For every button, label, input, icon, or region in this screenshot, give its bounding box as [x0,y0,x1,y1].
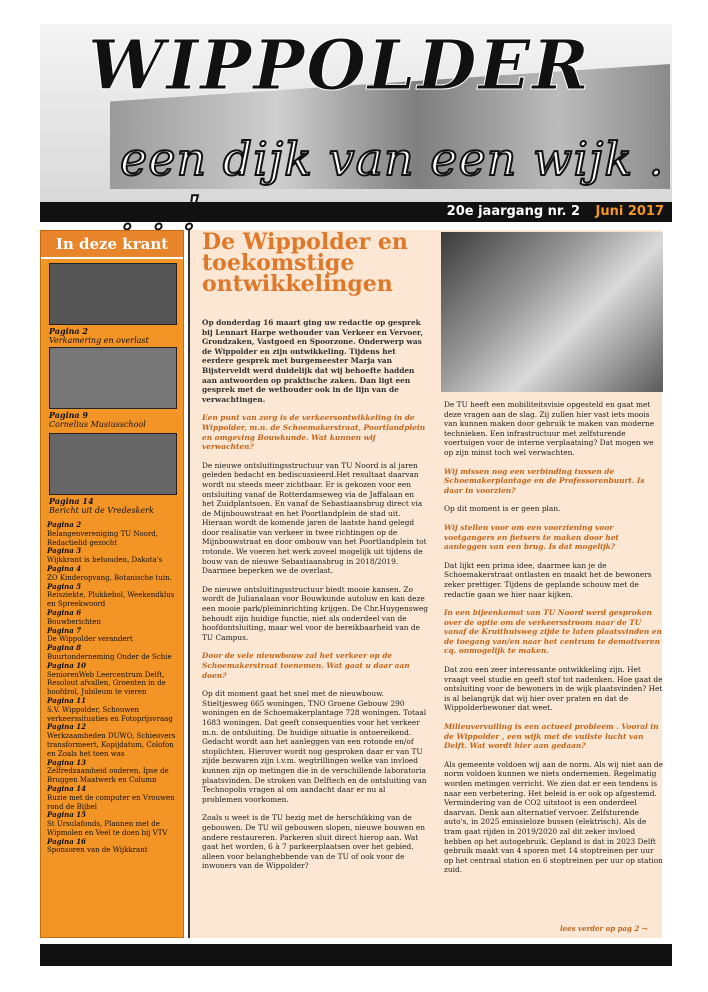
paragraph: De TU heeft een mobiliteitsvisie opgesteld en gaat met deze vragen aan de slag. Zij zullen hier vast iets moois van kunnen maken door gebruik te maken van moderne technieken. Een infrastructuur met zelfsturende voertuigen voor de interne verplaatsing? Dat mogen we op zijn minst toch wel verwachten. [444,400,655,457]
toc-items: ZO Kinderopvang, Botanische tuin. [47,573,172,582]
paragraph: Milieuvervuiling is een actueel probleem . Vooral in de Wippolder , een wijk met de vuilste lucht van Delft. Wat wordt hier aan gedaan? [444,722,659,751]
toc-items: Bouwberichten [47,617,101,626]
thumb-caption-3: Pagina 14 Bericht uit de Vredeskerk [49,496,154,515]
toc-page: Pagina 5 [47,581,82,591]
sidebar-heading: In deze krant [41,231,183,259]
toc-items: St Ursulafonds, Plannen met de Wipmolen en Veel te doen bij VTV [47,820,168,837]
toc-page: Pagina 15 [47,810,86,820]
thumb-caption-1: Pagina 2 Verkamering en overlast [49,326,149,345]
toc-page: Pagina 7 [47,625,82,635]
column-divider [188,230,190,938]
paragraph: Wij missen nog een verbinding tussen de Schoemakerplantage en de Professorenbuurt. Is daar in voorzien? [444,466,645,495]
paragraph: Dat lijkt een prima idee, daarmee kan je de Schoemakerstraat ontlasten en maakt het de bewoners zeker prettiger. Tijdens de geplande schouw met de redactie gaan we hier naar kijken. [444,560,652,599]
paragraph: In een bijeenkomst van TU Noord werd gesproken over de optie om de verkeersstroom naar de TU vanaf de Kruithuisweg zijde te laten plaatsvinden en de toegang van/en naar het centrum te demotiveren cq. onmogelijk te maken. [444,608,662,656]
toc-items: Sponsoren van de Wijkkrant [47,846,148,855]
footer-bar [40,944,672,966]
toc-page: Pagina 12 [47,722,86,732]
article-column-1 [202,318,428,880]
issue-number: 20e jaargang nr. 2 [446,204,580,219]
paragraph: Als gemeente voldoen wij aan de norm. Als wij niet aan de norm voldoen kunnen we niets ondernemen. Regelmatig worden metingen verricht. We zien dat er een tendens is naar een verbetering. Het beleid is er ook op afgestemd. Vermindering van de CO2 uitstoot is een onderdeel daarvan. Denk aan alternatief vervoer. Zelfsturende auto's, in 2025 emissieloze bussen (elektrisch). Als de tram gaat rijden in 2019/2020 zal dit zeker invloed hebben op het autogebruik. Gepland is dat in 2023 Delft gebruik maakt van 4 sporen met 14 stoptreinen per uur op het centraal station en 6 stoptreinen per uur op station zuid. [444,759,663,875]
toc-page: Pagina 3 [47,546,82,556]
toc-page: Pagina 8 [47,643,82,653]
toc-items: Belangenvereniging TU Noord, Redactielid gezocht [47,529,159,547]
paragraph: De nieuwe ontsluitingsstructuur van TU Noord is al jaren geleden bedacht en bediscussieerd.Het resultaat daarvan wordt nu steeds meer zichtbaar. Er is gekozen voor een ontsluiting vanaf de Rotterdamseweg via de Jaffalaan en het Zuidplantsoen. En vanaf de Sebastiaansbrug direct via de Mijnbouwstraat en het Poortlandplein de stad uit. Hieraan wordt de komende jaren de laatste hand gelegd door realisatie van verkeer in twee richtingen op de Mijnbouwstraat en door ombouw van het Poortlandplein tot rotonde. We voeren het werk zoveel mogelijk uit tijdens de bouw van de nieuwe Sebastiaansbrug in 2018/2019. Daarmee beperken we de overlast. [202,460,427,576]
thumb-photo-1 [49,263,177,325]
sidebar [40,230,184,938]
thumb-caption-2: Pagina 9 Cornelius Musiusschool [49,410,146,429]
toc-items: Buurtonderneming Onder de Schie [47,652,172,661]
toc-items: Ruzie met de computer en Vrouwen rond de Bijbel [47,793,175,811]
newspaper-title: WIPPOLDER [88,26,591,106]
toc-items: Zelfredzaamheid ouderen, Ipse de Bruggen Maatwerk en Column [47,767,169,785]
toc-page: Pagina 10 [47,660,86,670]
toc-items: Werkzaamheden DUWO, Schieovers transformeert, Kopijdatum, Colofon en Zoals het toen was [47,732,176,758]
read-more-link[interactable]: lees verder op pag 2 → [560,924,648,933]
article-column-2 [444,400,664,884]
toc-items: S.V. Wippolder, Schouwen verkeerssituaties en Fotoprijsvraag [47,705,173,723]
toc-page: Pagina 11 [47,695,86,705]
paragraph: Op dit moment gaat het snel met de nieuwbouw. Stieltjesweg 665 woningen, TNO Groene Gebouw 290 woningen en de Schoemakerplantage 728 woningen. Totaal 1683 woningen. Dat geeft consequenties voor het verkeer m.n. de ontsluiting. De huidige situatie is ontoereikend. Gedacht wordt aan het aanleggen van een rotonde en/of stoplichten. Hierover wordt nog gesproken daar er van TU zijde bezwaren zijn i.v.m. wegtrillingen welke van invloed kunnen zijn op metingen die in de verschillende laboratoria plaatsvinden. De stroken van Delftech en de ontsluiting van Technopolis vragen al om aandacht daar er nu al problemen voorkomen. [202,689,427,804]
paragraph: Wij stellen voor om een voorziening voor voetgangers en fietsers te maken door het aanleggen van een brug. Is dat mogelijk? [444,522,619,552]
toc-page: Pagina 16 [47,836,86,846]
paragraph: Op donderdag 16 maart ging uw redactie op gesprek bij Lennart Harpe wethouder van Verkeer en Vervoer, Grondzaken, Vastgoed en Spoorzone. Onderwerp was de Wippolder en zijn ontwikkeling. Tijdens het eerdere gesprek met burgemeester Marja van Bijsterveldt werd duidelijk dat wij behoefte hadden aan antwoorden op praktische zaken. Dan ligt een gesprek met de wethouder ook in de lijn van de verwachtingen. [202,318,423,404]
paragraph: Een punt van zorg is de verkeersontwikkeling in de Wippolder, m.n. de Schoemakerstraat, Poortlandplein en omgeving Bouwkunde. Wat kunnen wij verwachten? [202,413,426,452]
toc-page: Pagina 2 [47,520,82,529]
issue-date: Juni 2017 [595,204,664,219]
thumb-photo-2 [49,347,177,409]
masthead [40,24,672,204]
toc-page: Pagina 6 [47,607,82,617]
toc-page: Pagina 4 [47,563,82,573]
paragraph: Door de vele nieuwbouw zal het verkeer op de Schoemakerstraat toenemen. Wat gaat u daar aan doen? [202,651,410,680]
article-photo [441,232,663,392]
paragraph: Op dit moment is er geen plan. [444,504,561,514]
toc-items: Reisziekte, Plukkebol, Weekendklus en Spreekwoord [47,591,175,609]
toc-page: Pagina 14 [47,783,86,793]
article-headline: De Wippolder en toekomstige ontwikkelingen [202,229,408,297]
toc-items: Wijkkrant is behouden, Dakota's [47,556,163,565]
newspaper-subtitle: een dijk van een wijk . [120,132,665,186]
table-of-contents [47,521,179,855]
toc-page: Pagina 13 [47,757,86,767]
thumb-photo-3 [49,433,177,495]
issue-bar [40,202,672,222]
paragraph: Zoals u weet is de TU bezig met de herschikking van de gebouwen. De TU wil gebouwen slopen, nieuwe bouwen en andere restaureren. Parkeren sluit direct hierop aan. Wat gaat het worden, 6 à 7 parkeerplaatsen over het gebied, alleen voor belanghebbende van de TU of ook voor de inwoners van de Wippolder? [202,813,425,871]
paragraph: Dat zou een zeer interessante ontwikkeling zijn. Het vraagt veel studie en geeft stof tot nadenken. Hoe gaat de ontsluiting voor de bewoners in de wijk plaatsvinden? Het is al belangrijk dat wij hier over praten en dat de Wippolderbewoner dat weet. [444,665,663,713]
toc-items: SeniorenWeb Leercentrum Delft, Resolout afvallen, Groenten in de hoofdrol, Jubileum te vieren [47,670,166,697]
toc-items: De Wippolder verandert [47,635,133,644]
paragraph: De nieuwe ontsluitingsstructuur biedt mooie kansen. Zo wordt de Julianalaan voor Bouwkunde autoluw en kan deze een mooie park/pleininrichting krijgen. De Chr.Huygensweg behoudt zijn huidige functie, niet als onderdeel van de hoofdontsluiting, maar wel voor de bereikbaarheid van de TU Campus. [202,584,429,642]
